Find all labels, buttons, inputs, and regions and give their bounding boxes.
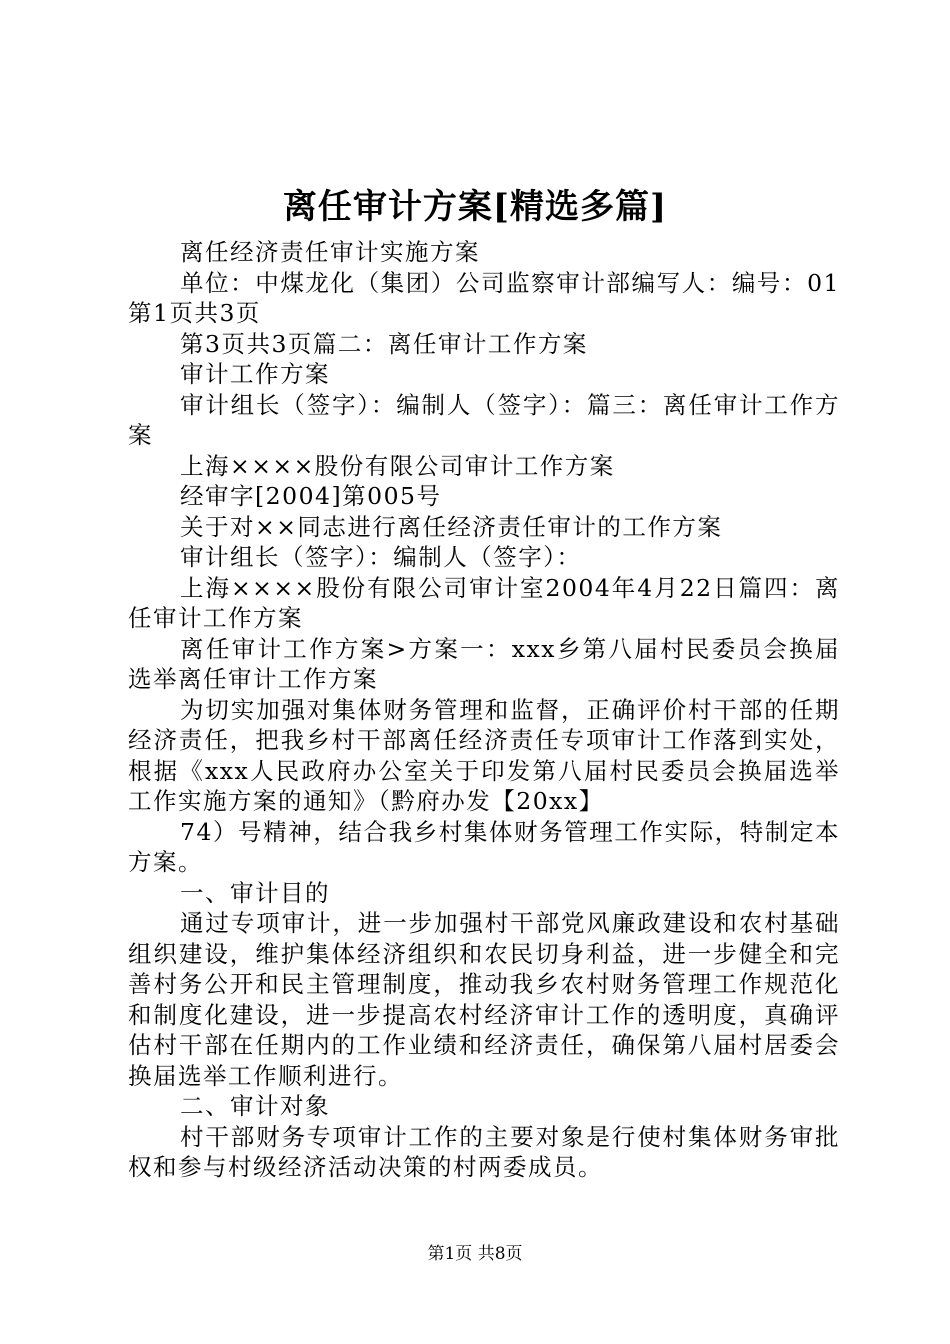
- paragraph: 单位：中煤龙化（集团）公司监察审计部编写人：编号：01第1页共3页: [128, 268, 840, 327]
- document-title: 离任审计方案[精选多篇]: [282, 187, 668, 227]
- paragraph: 审计工作方案: [180, 360, 330, 388]
- paragraph: 上海××××股份有限公司审计室2004年4月22日篇四：离任审计工作方案: [128, 573, 840, 632]
- paragraph: 离任经济责任审计实施方案: [180, 238, 480, 266]
- section-heading: 二、审计对象: [180, 1092, 330, 1120]
- paragraph: 经审字[2004]第005号: [180, 482, 442, 510]
- paragraph: 关于对××同志进行离任经济责任审计的工作方案: [180, 512, 723, 541]
- document-body: [128, 237, 840, 1183]
- paragraph: 离任审计工作方案>方案一：xxx乡第八届村民委员会换届选举离任审计工作方案: [128, 634, 840, 693]
- paragraph: 上海××××股份有限公司审计工作方案: [180, 451, 615, 480]
- paragraph: 第3页共3页篇二：离任审计工作方案: [180, 329, 588, 358]
- paragraph: 74）号精神，结合我乡村集体财务管理工作实际，特制定本方案。: [128, 817, 840, 876]
- paragraph: 审计组长（签字）：编制人（签字）：篇三：离任审计工作方案: [128, 390, 840, 449]
- paragraph: 审计组长（签字）：编制人（签字）：: [180, 543, 582, 571]
- section-heading: 一、审计目的: [180, 878, 330, 907]
- page-footer: 第1页 共8页: [427, 1244, 523, 1264]
- paragraph: 为切实加强对集体财务管理和监督，正确评价村干部的任期经济责任，把我乡村干部离任经济责任专项审计工作落到实处，根据《xxx人民政府办公室关于印发第八届村民委员会换届选举工作实施方案的通知》（黔府办发【20xx】: [128, 695, 840, 815]
- paragraph: 村干部财务专项审计工作的主要对象是行使村集体财务审批权和参与村级经济活动决策的村两委成员。: [128, 1122, 840, 1181]
- paragraph: 通过专项审计，进一步加强村干部党风廉政建设和农村基础组织建设，维护集体经济组织和农民切身利益，进一步健全和完善村务公开和民主管理制度，推动我乡农村财务管理工作规范化和制度化建设，进一步提高农村经济审计工作的透明度，真确评估村干部在任期内的工作业绩和经济责任，确保第八届村居委会换届选举工作顺利进行。: [128, 909, 840, 1090]
